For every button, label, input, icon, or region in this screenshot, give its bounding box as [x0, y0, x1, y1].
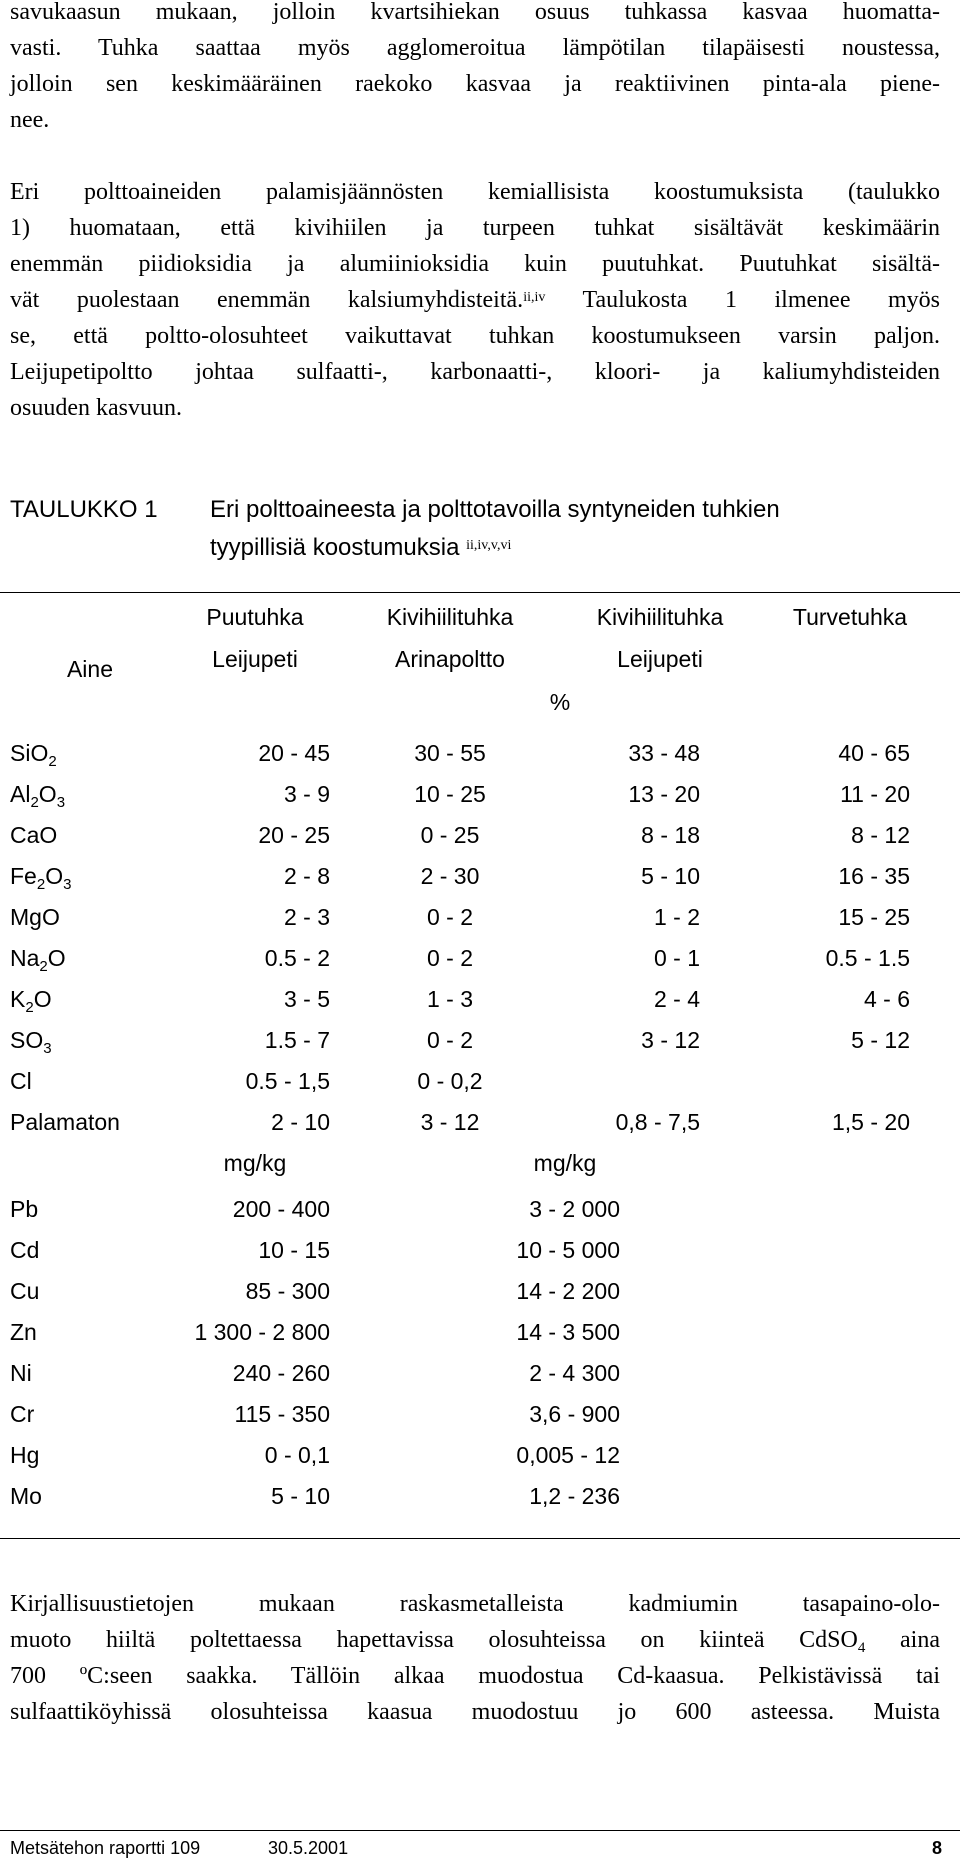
value-cell-v2: 2 - 30	[420, 863, 480, 889]
component-name: $Al_2O_3$	[10, 781, 66, 811]
footer-date: 30.5.2001	[268, 1838, 349, 1858]
value-cell-v3: 1 - 2	[653, 904, 700, 930]
value-cell-v2: 2 - 4 300	[529, 1360, 620, 1386]
value-cell-v2: 14 - 3 500	[516, 1319, 620, 1345]
value-cell-v1: 200 - 400	[232, 1196, 330, 1222]
reference-superscript: ii,iv	[523, 290, 546, 305]
value-cell-v1: 1.5 - 7	[264, 1027, 330, 1053]
value-cell-v3: 13 - 20	[628, 781, 700, 807]
footer-publication: Metsätehon raportti 109	[10, 1838, 201, 1858]
value-cell-v1: 10 - 15	[258, 1237, 330, 1263]
value-cell-v4: 11 - 20	[840, 781, 910, 807]
value-cell-v2: 3 - 2 000	[529, 1196, 620, 1222]
value-cell-v3: 0 - 1	[653, 945, 700, 971]
table-title-line: Eri polttoaineesta ja polttotavoilla syntyneiden tuhkien	[210, 496, 780, 523]
value-cell-v3: 5 - 10	[641, 863, 700, 889]
value-cell-v2: 0,005 - 12	[516, 1442, 620, 1468]
value-cell-v1: 5 - 10	[271, 1483, 330, 1509]
footer-rule	[0, 1830, 960, 1831]
value-cell-v2: 0 - 25	[420, 822, 480, 848]
value-cell-v2: 0 - 2	[426, 1027, 474, 1053]
component-name: $K_2O$	[10, 986, 52, 1016]
value-cell-v2: 0 - 2	[426, 945, 474, 971]
value-cell-v3: 0,8 - 7,5	[615, 1109, 700, 1135]
value-cell-v2: 10 - 25	[414, 781, 486, 807]
text-line: osuuden kasvuun.	[10, 395, 182, 421]
value-cell-v1: 3 - 9	[283, 781, 330, 807]
value-cell-v1: 2 - 3	[283, 904, 330, 930]
component-name: SiO$_2$	[10, 740, 57, 770]
reference-superscript: ii,iv,v,vi	[466, 538, 512, 553]
element-name: Cu	[10, 1278, 40, 1304]
value-cell-v4: 16 - 35	[838, 863, 910, 889]
header-col2-top: Kivihiilituhka	[386, 604, 514, 630]
value-cell-v1: 0.5 - 1,5	[245, 1068, 330, 1094]
value-cell-v1: 2 - 10	[271, 1109, 330, 1135]
value-cell-v1: 20 - 45	[258, 740, 330, 766]
value-cell-v1: 20 - 25	[258, 822, 330, 848]
value-cell-v4: 4 - 6	[863, 986, 910, 1012]
value-cell-v1: 3 - 5	[283, 986, 330, 1012]
element-name: Mo	[10, 1483, 42, 1509]
table-title-line: tyypillisiä koostumuksia $^{ii,iv,v,vi}$	[210, 534, 512, 561]
cadmium-paragraph	[10, 1586, 940, 1730]
element-name: Pb	[10, 1196, 39, 1222]
header-col3-top: Kivihiilituhka	[596, 604, 724, 630]
value-cell-v2: 1 - 3	[426, 986, 474, 1012]
text-line: vät puolestaan enemmän kalsiumyhdisteitä.$^{ii,iv}$ Taulukosta 1 ilmenee myös	[10, 287, 941, 313]
header-aine: Aine	[66, 656, 114, 682]
intro-paragraph	[10, 0, 940, 138]
text-line: Leijupetipoltto johtaa sulfaatti-, karbonaatti-, kloori- ja kaliumyhdisteiden	[10, 359, 940, 385]
value-cell-v3: 3 - 12	[641, 1027, 700, 1053]
text-line: Eri polttoaineiden palamisjäännösten kemiallisista koostumuksista (taulukko	[10, 179, 940, 205]
header-col3-bottom: Leijupeti	[617, 646, 703, 672]
value-cell-v1: 0 - 0,1	[264, 1442, 330, 1468]
component-name: $SO_3$	[10, 1027, 52, 1057]
text-line: 1) huomataan, että kivihiilen ja turpeen tuhkat sisältävät keskimäärin	[10, 215, 940, 241]
table-top-rule	[0, 592, 960, 593]
unit-percent: %	[549, 689, 571, 715]
value-cell-v4: 15 - 25	[838, 904, 910, 930]
text-line: muoto hiiltä poltettaessa hapettavissa olosuhteissa on kiinteä CdSO$_4$ aina	[10, 1627, 940, 1656]
value-cell-v2: 10 - 5 000	[516, 1237, 620, 1263]
table-bottom-rule	[0, 1538, 960, 1539]
text-line: vasti. Tuhka saattaa myös agglomeroitua lämpötilan tilapäisesti noustessa,	[10, 35, 940, 61]
element-name: Ni	[10, 1360, 32, 1386]
value-cell-v4: 8 - 12	[851, 822, 910, 848]
value-cell-v4: 5 - 12	[851, 1027, 910, 1053]
value-cell-v1: 85 - 300	[245, 1278, 330, 1304]
text-line: sulfaattiköyhissä olosuhteissa kaasua muodostuu jo 600 asteessa. Muista	[10, 1699, 940, 1725]
text-line: enemmän piidioksidia ja alumiinioksidia kuin puutuhkat. Puutuhkat sisältä-	[10, 251, 940, 277]
header-col4-top: Turvetuhka	[792, 604, 908, 630]
value-cell-v2: 3 - 12	[420, 1109, 480, 1135]
text-line: jolloin sen keskimääräinen raekoko kasvaa ja reaktiivinen pinta-ala piene-	[10, 71, 940, 97]
composition-paragraph	[10, 174, 940, 426]
text-line: nee.	[10, 107, 50, 133]
component-name: $Fe_2O_3$	[10, 863, 72, 893]
value-cell-v3: 33 - 48	[628, 740, 700, 766]
header-col1-bottom: Leijupeti	[212, 646, 298, 672]
element-name: Cd	[10, 1237, 40, 1263]
text-line: se, että poltto-olosuhteet vaikuttavat tuhkan koostumukseen varsin paljon.	[10, 323, 940, 349]
value-cell-v2: 1,2 - 236	[529, 1483, 620, 1509]
value-cell-v2: 14 - 2 200	[516, 1278, 620, 1304]
value-cell-v1: 0.5 - 2	[264, 945, 330, 971]
component-name: CaO	[10, 822, 58, 848]
value-cell-v2: 3,6 - 900	[529, 1401, 620, 1427]
value-cell-v2: 0 - 0,2	[417, 1068, 483, 1094]
unit-mgkg: mg/kg	[223, 1150, 287, 1176]
text-line: 700 ºC:seen saakka. Tällöin alkaa muodostua Cd-kaasua. Pelkistävissä tai	[10, 1663, 940, 1689]
element-name: Hg	[10, 1442, 40, 1468]
value-cell-v1: 240 - 260	[232, 1360, 330, 1386]
header-col1-top: Puutuhka	[206, 604, 304, 630]
component-name: MgO	[10, 904, 60, 930]
value-cell-v1: 2 - 8	[283, 863, 330, 889]
value-cell-v2: 30 - 55	[414, 740, 486, 766]
value-cell-v1: 1 300 - 2 800	[194, 1319, 330, 1345]
footer-page-number: 8	[931, 1838, 942, 1858]
text-line: savukaasun mukaan, jolloin kvartsihiekan osuus tuhkassa kasvaa huomatta-	[10, 0, 940, 25]
component-name: $Na_2O$	[10, 945, 66, 975]
component-name: Palamaton	[10, 1109, 120, 1135]
value-cell-v4: 40 - 65	[838, 740, 910, 766]
value-cell-v1: 115 - 350	[234, 1401, 330, 1427]
unit-mgkg: mg/kg	[533, 1150, 597, 1176]
value-cell-v4: 0.5 - 1.5	[825, 945, 910, 971]
value-cell-v3: 2 - 4	[653, 986, 700, 1012]
element-name: Zn	[10, 1319, 37, 1345]
component-name: Cl	[10, 1068, 32, 1094]
value-cell-v2: 0 - 2	[426, 904, 474, 930]
table-label: TAULUKKO 1	[10, 496, 158, 523]
value-cell-v4: 1,5 - 20	[832, 1109, 910, 1135]
text-line: Kirjallisuustietojen mukaan raskasmetalleista kadmiumin tasapaino-olo-	[10, 1591, 940, 1617]
value-cell-v3: 8 - 18	[641, 822, 700, 848]
element-name: Cr	[10, 1401, 35, 1427]
header-col2-bottom: Arinapoltto	[395, 646, 505, 672]
